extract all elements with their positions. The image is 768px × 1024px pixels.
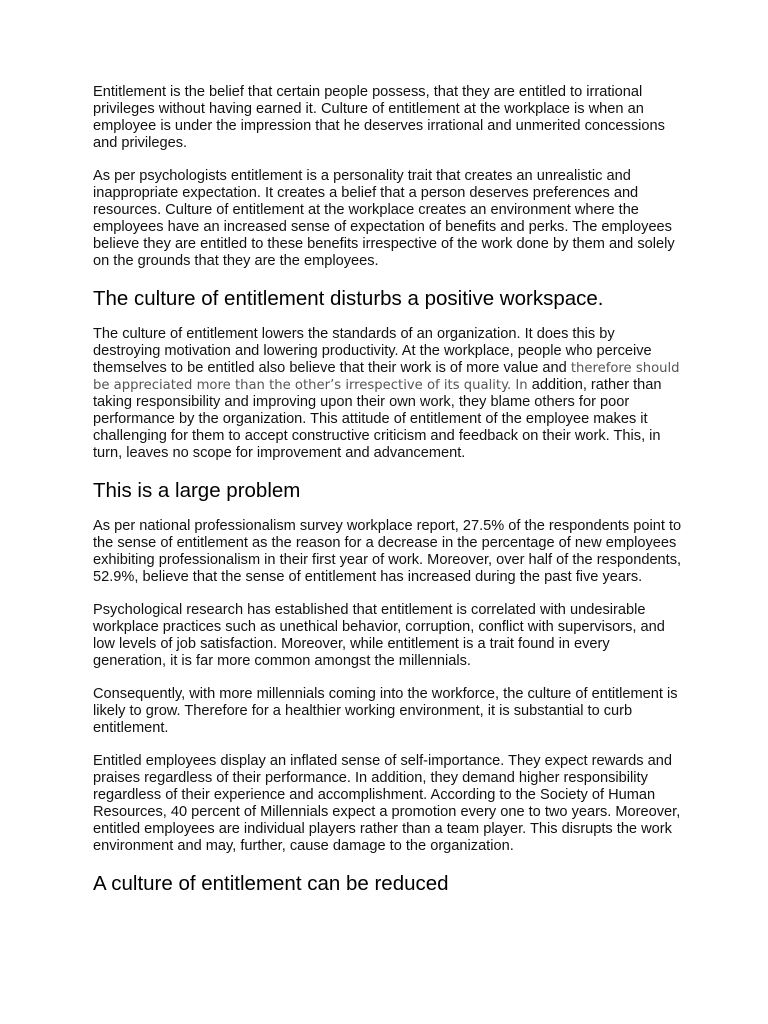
paragraph-entitled-employees: Entitled employees display an inflated sense of self-importance. They expect rewards and praises regardless of their performance. In addition, they demand higher responsibility regardless of their experience and accomplishment. According to the Society of Human Resources, 40 percent of Millennials expect a promotion every one to two years. Moreover, entitled employees are individual players rather than a team player. This disrupts the work environment and may, further, cause damage to the organization. — [93, 753, 681, 854]
document-page — [93, 84, 683, 911]
paragraph-psychological-research: Psychological research has established that entitlement is correlated with undesirable workplace practices such as unethical behavior, corruption, conflict with supervisors, and low levels of job satisfaction. Moreover, while entitlement is a trait found in every generation, it is far more common amongst the millennials. — [93, 602, 665, 669]
paragraph-lowers-standards-part1: The culture of entitlement lowers the standards of an organization. It does this by destroying motivation and lowering productivity. At the workplace, people who perceive themselves to be entitled also believe that their work is of more value and — [93, 326, 652, 376]
paragraph-lowers-standards — [93, 326, 683, 462]
paragraph-entitlement-definition: Entitlement is the belief that certain people possess, that they are entitled to irrational privileges without having earned it. Culture of entitlement at the workplace is when an employee is under the impression that he deserves irrational and unmerited concessions and privileges. — [93, 84, 665, 151]
paragraph-lowers-standards-part2: therefore should be appreciated more than the other’s irrespective of its quality. In — [93, 361, 680, 393]
paragraph-millennials-workforce: Consequently, with more millennials coming into the workforce, the culture of entitlement is likely to grow. Therefore for a healthier working environment, it is substantial to curb entitlement. — [93, 686, 678, 736]
paragraph-survey-report: As per national professionalism survey workplace report, 27.5% of the respondents point to the sense of entitlement as the reason for a decrease in the percentage of new employees exhibiting professionalism in their first year of work. Moreover, over half of the respondents, 52.9%, believe that the sense of entitlement has increased during the past five years. — [93, 518, 682, 585]
paragraph-psychologists-view: As per psychologists entitlement is a personality trait that creates an unrealistic and inappropriate expectation. It creates a belief that a person deserves preferences and resources. Culture of entitlement at the workplace creates an environment where the employees have an increased sense of expectation of benefits and perks. The employees believe they are entitled to these benefits irrespective of the work done by them and solely on the grounds that they are the employees. — [93, 168, 675, 269]
heading-disturbs-workspace: The culture of entitlement disturbs a positive workspace. — [93, 287, 604, 310]
heading-can-be-reduced: A culture of entitlement can be reduced — [93, 872, 449, 895]
heading-large-problem: This is a large problem — [93, 479, 301, 502]
paragraph-lowers-standards-part3: addition, rather than taking responsibility and improving upon their own work, they blame others for poor performance by the organization. This attitude of entitlement of the employee makes it challenging for them to accept constructive criticism and feedback on their work. This, in turn, leaves no scope for improvement and advancement. — [93, 377, 662, 461]
